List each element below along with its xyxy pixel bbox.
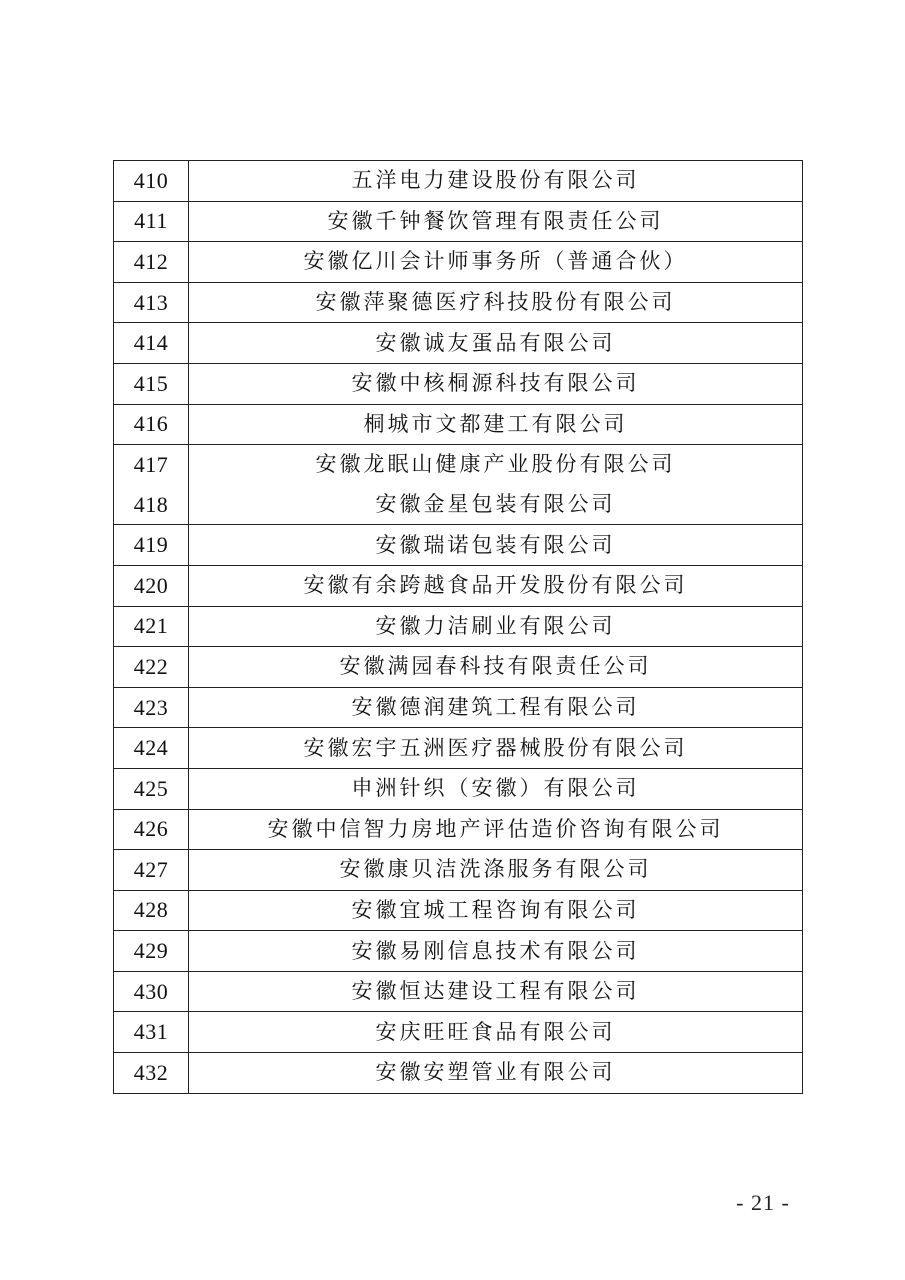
company-name: 安徽萍聚德医疗科技股份有限公司 [189, 282, 803, 323]
row-number: 424 [114, 728, 189, 769]
row-number: 419 [114, 525, 189, 566]
company-name: 安徽金星包装有限公司 [189, 485, 803, 525]
table-row [114, 931, 803, 972]
table-row [114, 647, 803, 688]
company-name: 安徽瑞诺包装有限公司 [189, 525, 803, 566]
row-number: 432 [114, 1053, 189, 1094]
table-row [114, 161, 803, 202]
company-name: 安徽力洁刷业有限公司 [189, 606, 803, 647]
table-row [114, 404, 803, 445]
table-row [114, 282, 803, 323]
row-number: 416 [114, 404, 189, 445]
row-number: 431 [114, 1012, 189, 1053]
company-name: 安徽千钟餐饮管理有限责任公司 [189, 201, 803, 242]
row-number: 412 [114, 242, 189, 283]
company-name: 桐城市文都建工有限公司 [189, 404, 803, 445]
table-row [114, 445, 803, 485]
row-number: 430 [114, 971, 189, 1012]
table-row [114, 768, 803, 809]
company-name: 安徽恒达建设工程有限公司 [189, 971, 803, 1012]
table-row [114, 363, 803, 404]
row-number: 423 [114, 687, 189, 728]
row-number: 414 [114, 323, 189, 364]
company-list-table [113, 160, 803, 1094]
company-name: 安徽宜城工程咨询有限公司 [189, 890, 803, 931]
row-number: 427 [114, 850, 189, 891]
company-list-body [114, 161, 803, 1094]
company-name: 安徽龙眠山健康产业股份有限公司 [189, 445, 803, 485]
row-number: 415 [114, 363, 189, 404]
company-name: 安徽易刚信息技术有限公司 [189, 931, 803, 972]
row-number: 418 [114, 485, 189, 525]
company-name: 安庆旺旺食品有限公司 [189, 1012, 803, 1053]
company-name: 安徽诚友蛋品有限公司 [189, 323, 803, 364]
row-number: 421 [114, 606, 189, 647]
row-number: 411 [114, 201, 189, 242]
company-name: 安徽满园春科技有限责任公司 [189, 647, 803, 688]
company-name: 安徽宏宇五洲医疗器械股份有限公司 [189, 728, 803, 769]
company-name: 安徽康贝洁洗涤服务有限公司 [189, 850, 803, 891]
row-number: 429 [114, 931, 189, 972]
company-name: 申洲针织（安徽）有限公司 [189, 768, 803, 809]
company-name: 安徽中信智力房地产评估造价咨询有限公司 [189, 809, 803, 850]
row-number: 413 [114, 282, 189, 323]
company-name: 五洋电力建设股份有限公司 [189, 161, 803, 202]
row-number: 410 [114, 161, 189, 202]
company-name: 安徽有余跨越食品开发股份有限公司 [189, 565, 803, 606]
row-number: 425 [114, 768, 189, 809]
table-row [114, 565, 803, 606]
table-row [114, 971, 803, 1012]
page-number: - 21 - [736, 1190, 790, 1215]
table-row [114, 890, 803, 931]
row-number: 417 [114, 445, 189, 485]
row-number: 426 [114, 809, 189, 850]
table-row [114, 485, 803, 525]
company-name: 安徽中核桐源科技有限公司 [189, 363, 803, 404]
table-row [114, 201, 803, 242]
table-row [114, 809, 803, 850]
table-row [114, 850, 803, 891]
row-number: 422 [114, 647, 189, 688]
table-row [114, 687, 803, 728]
table-row [114, 1053, 803, 1094]
table-row [114, 242, 803, 283]
company-name: 安徽德润建筑工程有限公司 [189, 687, 803, 728]
company-name: 安徽亿川会计师事务所（普通合伙） [189, 242, 803, 283]
table-row [114, 323, 803, 364]
company-name: 安徽安塑管业有限公司 [189, 1053, 803, 1094]
row-number: 420 [114, 565, 189, 606]
table-row [114, 1012, 803, 1053]
table-row [114, 606, 803, 647]
row-number: 428 [114, 890, 189, 931]
table-row [114, 525, 803, 566]
table-row [114, 728, 803, 769]
